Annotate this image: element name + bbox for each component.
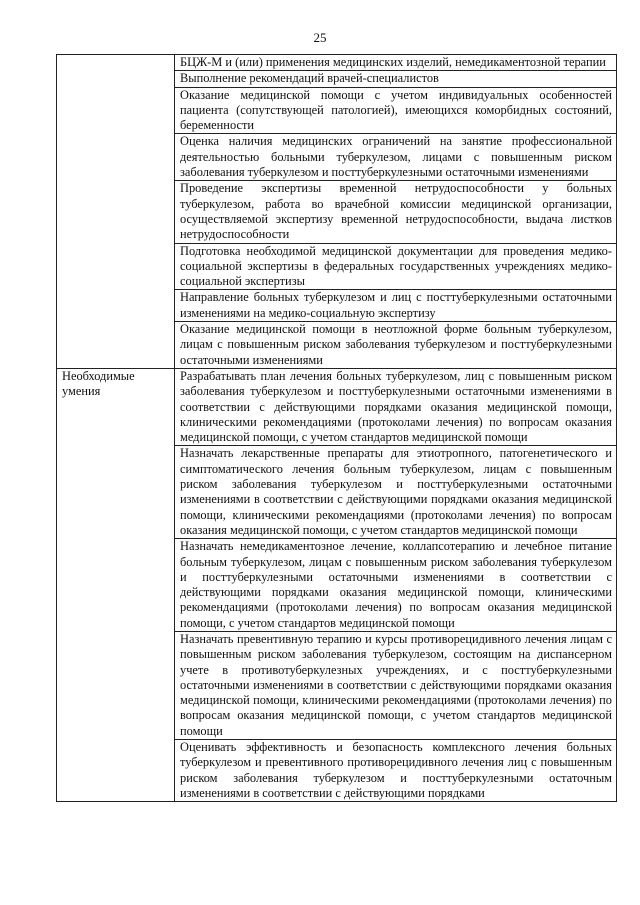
table-cell: Разрабатывать план лечения больных туберкулезом, лиц с повышенным риском заболевания туберкулезом и посттуберкулезными остаточными изменениями в соответствии с действующими порядками оказания медицинской помощи, клиническими рекомендациями (протоколами лечения) по вопросам оказания медицинской помощи, с учетом стандартов медицинской помощи — [175, 368, 617, 445]
table-cell: Направление больных туберкулезом и лиц с посттуберкулезными остаточными изменениями на медико-социальную экспертизу — [175, 290, 617, 322]
section-label-cell — [57, 368, 175, 801]
labor-functions-table — [56, 54, 617, 802]
section-label-line: умения — [62, 384, 101, 399]
table-cell: Проведение экспертизы временной нетрудоспособности у больных туберкулезом, работа во врачебной комиссии медицинской организации, осуществляемой экспертизу временной нетрудоспособности, выдача листков нетрудоспособности — [175, 181, 617, 243]
table-cell: Назначать немедикаментозное лечение, коллапсотерапию и лечебное питание больным туберкулезом, лицам с повышенным риском заболевания туберкулезом и посттуберкулезными остаточными изменениями в соответствии с действующими порядками оказания медицинской помощи, клиническими рекомендациями (протоколами лечения) по вопросам оказания медицинской помощи, с учетом стандартов медицинской помощи — [175, 539, 617, 632]
table-cell: Подготовка необходимой медицинской документации для проведения медико-социальной экспертизы в федеральных государственных учреждениях медико-социальной экспертизы — [175, 243, 617, 290]
table-cell: Оказание медицинской помощи в неотложной форме больным туберкулезом, лицам с повышенным риском заболевания туберкулезом и посттуберкулезными остаточными изменениями — [175, 322, 617, 369]
table-row — [57, 55, 617, 71]
table-cell: Выполнение рекомендаций врачей-специалистов — [175, 71, 617, 87]
empty-label-cell — [57, 55, 175, 369]
table-cell: Назначать лекарственные препараты для этиотропного, патогенетического и симптоматического лечения больным туберкулезом, лицам с повышенным риском заболевания туберкулезом и посттуберкулезными остаточными изменениями в соответствии с действующими порядками оказания медицинской помощи, клиническими рекомендациями (протоколами лечения) по вопросам оказания медицинской помощи, с учетом стандартов медицинской помощи — [175, 446, 617, 539]
table-cell: Оценка наличия медицинских ограничений на занятие профессиональной деятельностью больными туберкулезом, лицами с повышенным риском заболевания туберкулезом и посттуберкулезными остаточными изменениями — [175, 134, 617, 181]
section-label-line: Необходимые — [62, 368, 135, 383]
table-cell: Оказание медицинской помощи с учетом индивидуальных особенностей пациента (сопутствующей патологией), имеющихся коморбидных состояний, беременности — [175, 87, 617, 134]
table-cell: БЦЖ-М и (или) применения медицинских изделий, немедикаментозной терапии — [175, 55, 617, 71]
table-cell: Оценивать эффективность и безопасность комплексного лечения больных туберкулезом и превентивного противорецидивного лечения лиц с повышенным риском заболевания туберкулезом и посттуберкулезными остаточным изменениями в соответствии с действующими порядками — [175, 740, 617, 802]
table-row — [57, 368, 617, 445]
table-cell: Назначать превентивную терапию и курсы противорецидивного лечения лицам с повышенным риском заболевания туберкулезом, состоящим на диспансерном учете в противотуберкулезных учреждениях, и с посттуберкулезными остаточными изменениями в соответствии с действующими порядками оказания медицинской помощи, клиническими рекомендациями (протоколами лечения) по вопросам оказания медицинской помощи, с учетом стандартов медицинской помощи — [175, 631, 617, 739]
page-number: 25 — [313, 30, 327, 45]
